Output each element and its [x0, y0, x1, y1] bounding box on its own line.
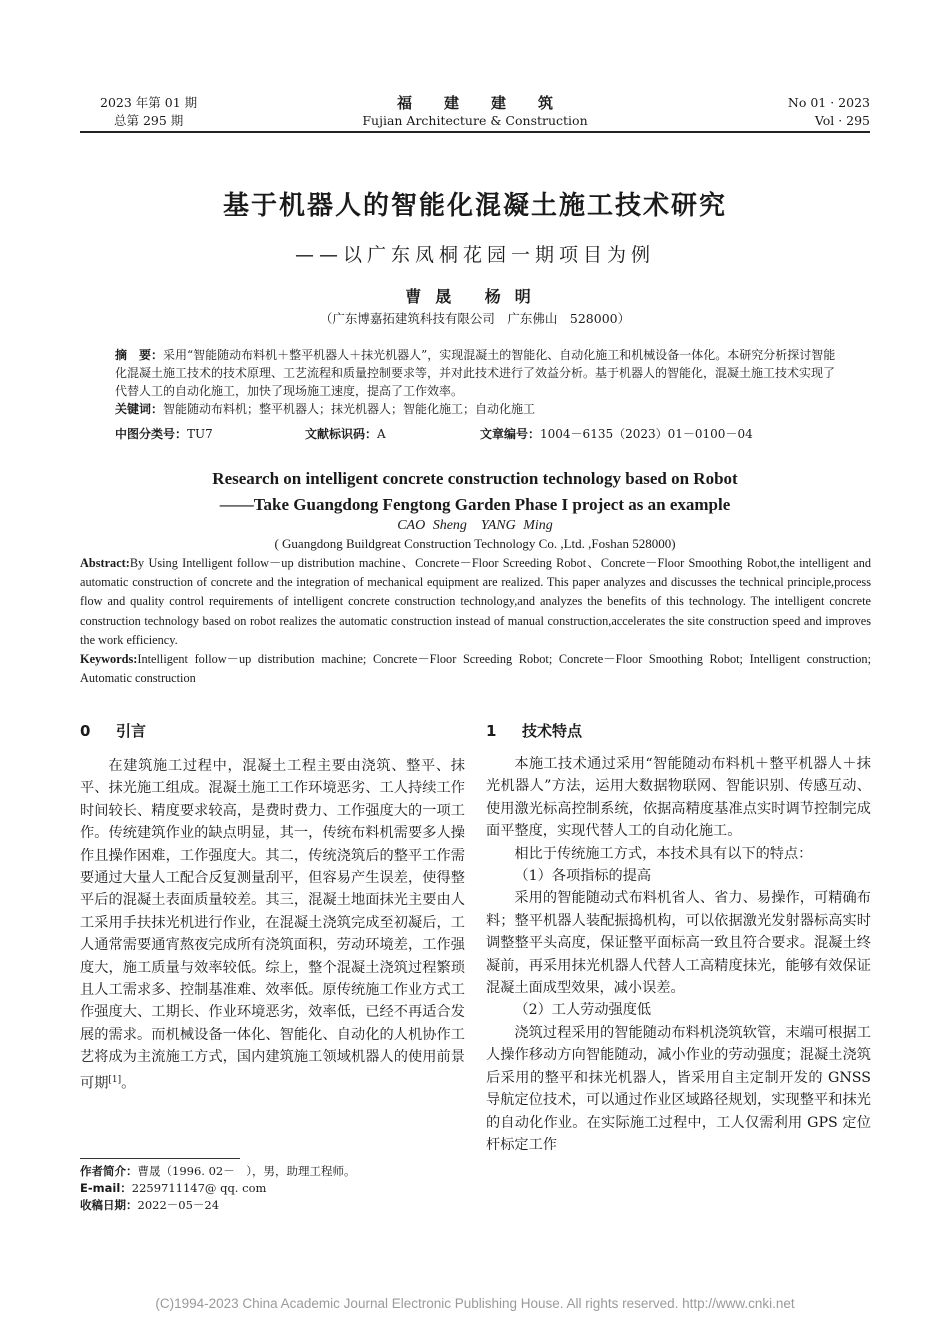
affiliation-en: ( Guangdong Buildgreat Construction Technology Co. ,Ltd. ,Foshan 528000): [274, 536, 676, 551]
authors-cn: 曹晟 杨明: [405, 287, 545, 306]
received-date: [80, 1197, 355, 1214]
journal-name-cn: 福建建筑: [396, 94, 585, 112]
article-label: 文章编号：: [480, 427, 541, 441]
keywords-cn-label: 关键词：: [115, 402, 164, 416]
section-0-number: 0: [80, 722, 91, 740]
abstract-en-body: [80, 554, 871, 650]
paper-title-cn: 基于机器人的智能化混凝土施工技术研究: [222, 191, 727, 221]
section-0-heading: [80, 720, 146, 741]
issue-number-en: No 01 · 2023: [787, 95, 870, 110]
citation-ref: [1]: [108, 1074, 122, 1085]
authors-en: CAO Sheng YANG Ming: [397, 518, 553, 533]
tech-paragraph-3: 采用的智能随动式布料机省人、省力、易操作，可精确布料；整平机器人装配振捣机构，可以依据激光发射器标高实时调整整平头高度，保证整平面标高一致且符合要求。混凝土终凝前，再采用抹光机器人代替人工高精度抹光，能够有效保证混凝土面成型效果，减小误差。: [486, 890, 871, 997]
journal-name-en: Fujian Architecture & Construction: [362, 113, 588, 128]
email-label: E-mail：: [80, 1181, 132, 1195]
section-1-heading: [486, 720, 582, 741]
journal-volume-info: [788, 94, 870, 130]
subheading-1: （1）各项指标的提高: [514, 868, 652, 885]
volume-number-en: Vol · 295: [814, 113, 870, 128]
keywords-cn: [115, 400, 845, 418]
doc-value: A: [377, 427, 386, 441]
author-bio: [80, 1163, 355, 1180]
keywords-en-label: Keywords:: [80, 652, 138, 667]
article-value: 1004－6135（2023）01－0100－04: [540, 427, 753, 441]
issue-total-number: 总第 295 期: [114, 113, 184, 128]
author-email: [80, 1180, 355, 1197]
section-0-title: 引言: [116, 722, 147, 740]
author-bio-text: 曹晟（1996. 02－ ），男，助理工程师。: [137, 1164, 356, 1178]
document-code: [305, 425, 386, 442]
abstract-cn-text: 采用“智能随动布料机＋整平机器人＋抹光机器人”，实现混凝土的智能化、自动化施工和机械设备一体化。本研究分析探讨智能化混凝土施工技术的技术原理、工艺流程和质量控制要求等，并对此技术进行了效益分析。基于机器人的智能化，混凝土施工技术实现了代替人工的自动化施工，加快了现场施工速度，提高了工作效率。: [115, 348, 836, 398]
article-number: [480, 425, 753, 442]
paper-title-en: [0, 466, 950, 518]
intro-end: 。: [121, 1075, 136, 1092]
intro-text: 在建筑施工过程中，混凝土工程主要由浇筑、整平、抹平、抹光施工组成。混凝土施工工作环境恶劣、工人持续工作时间较长、精度要求较高，是费时费力、工作强度大的一项工作。传统建筑作业的缺点明显，其一，传统布料机需要多人操作且操作困难，工作强度大。其二，传统浇筑后的整平工作需要通过大量人工配合反复测量刮平，但容易产生误差，使得整平后的混凝土表面质量较差。其三，混凝土地面抹光主要由人工采用手扶抹光机进行作业，在混凝土浇筑完成至初凝后，工人通常需要通宵熬夜完成所有浇筑面积，劳动环境差，工作强度大，施工质量与效率较低。综上，整个混凝土浇筑过程繁琐且人工需求多、控制基准难、效率低。原传统施工作业方式工作强度大、工期长、作业环境恶劣，效率低，已经不再适合发展的需求。而机械设备一体化、智能化、自动化的人机协作工艺将成为主流施工方式，国内建筑施工领域机器人的使用前景可期: [80, 758, 465, 1092]
paper-subtitle-cn: ——以广东凤桐花园一期项目为例: [294, 244, 655, 266]
issue-year-number: 2023 年第 01 期: [100, 95, 198, 110]
abstract-cn-label: 摘 要：: [115, 348, 164, 362]
abstract-en-label: Abstract:: [80, 556, 130, 570]
abstract-en-text: By Using Intelligent follow－up distribution machine、Concrete－Floor Screeding Robot、Concrete－Floor Smoothing Robot,the intelligent and automatic construction of concrete and the integration of mechanical equipment are realized. This paper analyzes and discusses the technical principle,process flow and quality control requirements of intelligent concrete construction technology,and analyzes the benefits of this technology. The intelligent concrete construction technology based on robot realizes the automatic construction instead of manual construction,accelerates the site construction speed and improves the work efficiency.: [80, 556, 871, 647]
journal-name: [300, 94, 650, 130]
subheading-2: （2）工人劳动强度低: [514, 1002, 652, 1019]
right-column: [486, 753, 871, 1156]
footnote-rule: [80, 1158, 240, 1159]
journal-issue-info: [100, 94, 197, 130]
footnote: [80, 1163, 355, 1214]
paper-title-en-line2: ——Take Guangdong Fengtong Garden Phase I project as an example: [219, 495, 731, 514]
abstract-en: [80, 554, 871, 688]
keywords-en-text: Intelligent follow－up distribution machine; Concrete－Floor Screeding Robot; Concrete－Floor Smoothing Robot; Intelligent construction; Automatic construction: [80, 652, 871, 686]
affiliation-cn: （广东博嘉拓建筑科技有限公司 广东佛山 528000）: [319, 311, 631, 326]
doc-label: 文献标识码：: [305, 427, 378, 441]
clc-label: 中图分类号：: [115, 427, 188, 441]
date-label: 收稿日期：: [80, 1198, 138, 1212]
paper-title-en-line1: Research on intelligent concrete construction technology based on Robot: [212, 469, 738, 488]
tech-paragraph-1: 本施工技术通过采用“智能随动布料机＋整平机器人＋抹光机器人”方法，运用大数据物联网、智能识别、传感互动、使用激光标高控制系统，依据高精度基准点实时调节控制完成面平整度，实现代替人工的自动化施工。: [486, 756, 871, 840]
author-bio-label: 作者简介：: [80, 1164, 138, 1178]
abstract-cn: [115, 346, 845, 418]
copyright-watermark: (C)1994-2023 China Academic Journal Electronic Publishing House. All rights reserved. http://www.cnki.net: [155, 1296, 795, 1311]
date-text: 2022－05－24: [137, 1198, 220, 1212]
intro-paragraph: [80, 755, 465, 1095]
keywords-en: [80, 650, 871, 688]
section-1-number: 1: [486, 722, 497, 740]
tech-paragraph-2: 相比于传统施工方式，本技术具有以下的特点：: [514, 845, 813, 862]
abstract-cn-body: [115, 346, 845, 400]
section-1-title: 技术特点: [522, 722, 583, 740]
left-column: [80, 755, 465, 1095]
email-text: 2259711147@ qq. com: [131, 1181, 267, 1195]
keywords-cn-text: 智能随动布料机；整平机器人；抹光机器人；智能化施工；自动化施工: [163, 402, 536, 416]
clc-number: [115, 425, 213, 442]
header-rule: [80, 131, 870, 133]
tech-paragraph-4: 浇筑过程采用的智能随动布料机浇筑软管，末端可根据工人操作移动方向智能随动，减小作业的劳动强度；混凝土浇筑后采用的整平和抹光机器人，皆采用自主定制开发的 GNSS 导航定位技术，可以通过作业区域路径规划，实现整平和抹光的自动化作业。在实际施工过程中，工人仅需利用 GPS 定位杆标定工作: [486, 1024, 871, 1153]
clc-value: TU7: [187, 427, 213, 441]
